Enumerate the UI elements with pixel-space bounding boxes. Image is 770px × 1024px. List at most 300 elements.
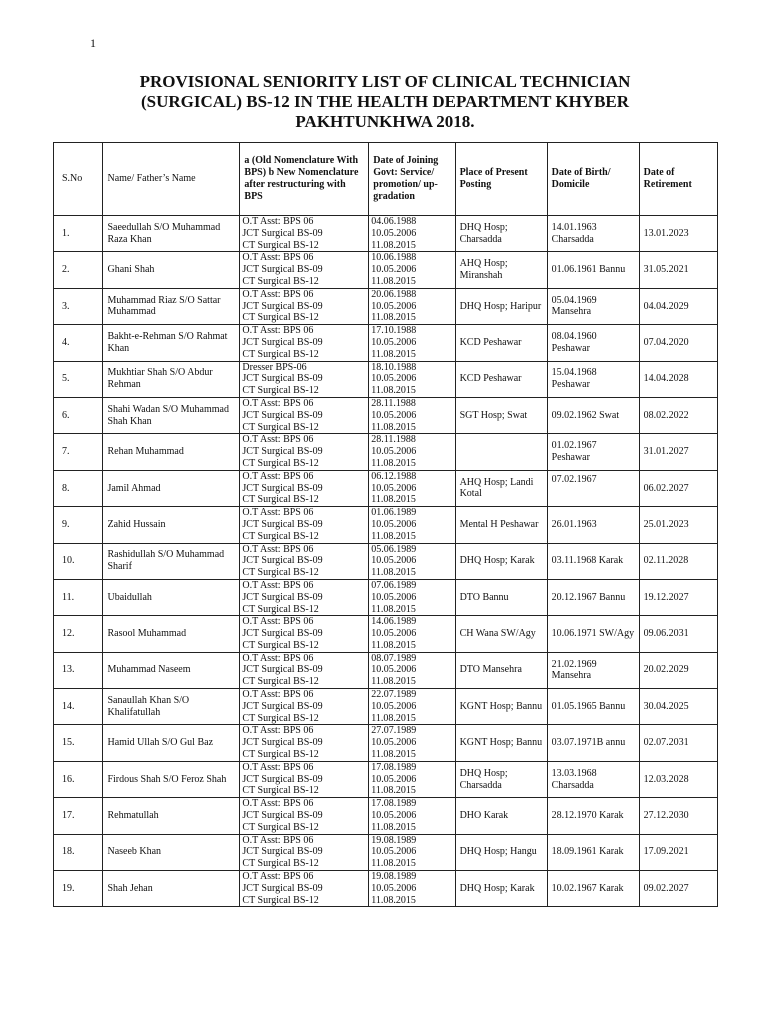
- cell-dob: 03.11.1968 Karak: [547, 543, 639, 579]
- cell-post-ct: CT Surgical BS-12: [242, 239, 319, 251]
- cell-post-ct: CT Surgical BS-12: [242, 712, 319, 724]
- cell-post-jct: JCT Surgical BS-09: [242, 882, 323, 894]
- cell-nomenclature: [240, 689, 369, 725]
- table-row: [54, 434, 718, 470]
- cell-sno: 12.: [54, 616, 103, 652]
- cell-date-3: 11.08.2015: [371, 749, 416, 761]
- cell-name: Shah Jehan: [103, 871, 240, 907]
- cell-place: DHO Karak: [455, 798, 547, 834]
- cell-post-old: O.T Asst: BPS 06: [242, 470, 314, 482]
- cell-date-1: 19.08.1989: [371, 871, 417, 883]
- cell-date-3: 11.08.2015: [371, 312, 416, 324]
- header-nomenclature: [240, 143, 369, 216]
- cell-dob: 14.01.1963 Charsadda: [547, 216, 639, 252]
- cell-dob: 21.02.1969 Mansehra: [547, 652, 639, 688]
- table-row: [54, 507, 718, 543]
- cell-nomenclature: [240, 397, 369, 433]
- cell-dob: 10.06.1971 SW/Agy: [547, 616, 639, 652]
- cell-post-jct: JCT Surgical BS-09: [242, 846, 323, 858]
- cell-nomenclature: [240, 579, 369, 615]
- cell-dob: 01.05.1965 Bannu: [547, 689, 639, 725]
- cell-name: Hamid Ullah S/O Gul Baz: [103, 725, 240, 761]
- cell-name: Rehan Muhammad: [103, 434, 240, 470]
- header-doj-line: up-gradation: [373, 179, 438, 202]
- cell-nomenclature: [240, 361, 369, 397]
- cell-date-3: 11.08.2015: [371, 239, 416, 251]
- cell-date-1: 20.06.1988: [371, 288, 417, 300]
- table-row: [54, 216, 718, 252]
- cell-date-2: 10.05.2006: [371, 773, 417, 785]
- cell-place: CH Wana SW/Agy: [455, 616, 547, 652]
- table-row: [54, 325, 718, 361]
- cell-post-jct: JCT Surgical BS-09: [242, 264, 323, 276]
- cell-sno: 11.: [54, 579, 103, 615]
- cell-dob: 08.04.1960 Peshawar: [547, 325, 639, 361]
- table-row: [54, 652, 718, 688]
- cell-post-ct: CT Surgical BS-12: [242, 858, 319, 870]
- cell-post-ct: CT Surgical BS-12: [242, 894, 319, 906]
- cell-date-2: 10.05.2006: [371, 810, 417, 822]
- cell-date-1: 08.07.1989: [371, 652, 417, 664]
- cell-retirement: 02.11.2028: [639, 543, 717, 579]
- cell-place: DHQ Hosp; Karak: [455, 871, 547, 907]
- cell-date-2: 10.05.2006: [371, 555, 417, 567]
- header-dob-line: Domicile: [551, 179, 590, 190]
- cell-name: Sanaullah Khan S/O Khalifatullah: [103, 689, 240, 725]
- cell-date-2: 10.05.2006: [371, 628, 417, 640]
- header-retirement-line: Retirement: [643, 179, 692, 190]
- cell-name: Bakht-e-Rehman S/O Rahmat Khan: [103, 325, 240, 361]
- cell-post-jct: JCT Surgical BS-09: [242, 300, 323, 312]
- cell-retirement: 07.04.2020: [639, 325, 717, 361]
- cell-dob: 28.12.1970 Karak: [547, 798, 639, 834]
- cell-date-1: 17.08.1989: [371, 761, 417, 773]
- cell-place: DHQ Hosp; Hangu: [455, 834, 547, 870]
- cell-place: DTO Bannu: [455, 579, 547, 615]
- cell-dob: 07.02.1967: [547, 470, 639, 506]
- cell-date-1: 22.07.1989: [371, 689, 417, 701]
- cell-date-of-joining: [369, 507, 455, 543]
- cell-place: AHQ Hosp; Landi Kotal: [455, 470, 547, 506]
- cell-nomenclature: [240, 761, 369, 797]
- header-date-of-birth: [547, 143, 639, 216]
- cell-retirement: 13.01.2023: [639, 216, 717, 252]
- cell-post-jct: JCT Surgical BS-09: [242, 336, 323, 348]
- cell-date-of-joining: [369, 871, 455, 907]
- cell-date-1: 01.06.1989: [371, 507, 417, 519]
- table-row: [54, 397, 718, 433]
- cell-nomenclature: [240, 834, 369, 870]
- cell-post-jct: JCT Surgical BS-09: [242, 737, 323, 749]
- cell-date-3: 11.08.2015: [371, 639, 416, 651]
- cell-date-of-joining: [369, 434, 455, 470]
- header-doj-line: Service/: [400, 167, 435, 179]
- cell-post-jct: JCT Surgical BS-09: [242, 446, 323, 458]
- header-sno: S.No: [54, 143, 103, 216]
- cell-dob: 05.04.1969 Mansehra: [547, 288, 639, 324]
- cell-retirement: 02.07.2031: [639, 725, 717, 761]
- seniority-table: [53, 142, 718, 907]
- cell-name: Firdous Shah S/O Feroz Shah: [103, 761, 240, 797]
- cell-retirement: 08.02.2022: [639, 397, 717, 433]
- cell-dob: 01.06.1961 Bannu: [547, 252, 639, 288]
- cell-dob: 15.04.1968 Peshawar: [547, 361, 639, 397]
- cell-date-2: 10.05.2006: [371, 446, 417, 458]
- cell-date-1: 05.06.1989: [371, 543, 417, 555]
- cell-date-3: 11.08.2015: [371, 821, 416, 833]
- header-nomenclature-line: With BPS): [244, 155, 359, 179]
- header-place-line: Place of: [459, 167, 494, 179]
- cell-post-ct: CT Surgical BS-12: [242, 275, 319, 287]
- table-row: [54, 252, 718, 288]
- cell-nomenclature: [240, 288, 369, 324]
- cell-dob: 03.07.1971B annu: [547, 725, 639, 761]
- cell-date-3: 11.08.2015: [371, 894, 416, 906]
- cell-date-2: 10.05.2006: [371, 700, 417, 712]
- cell-post-old: O.T Asst: BPS 06: [242, 689, 314, 701]
- cell-sno: 5.: [54, 361, 103, 397]
- cell-nomenclature: [240, 652, 369, 688]
- cell-nomenclature: [240, 252, 369, 288]
- cell-date-1: 04.06.1988: [371, 216, 417, 227]
- cell-place: DHQ Hosp; Karak: [455, 543, 547, 579]
- header-doj-line: Joining: [406, 155, 439, 167]
- cell-post-ct: CT Surgical BS-12: [242, 749, 319, 761]
- cell-place: [455, 434, 547, 470]
- cell-post-ct: CT Surgical BS-12: [242, 603, 319, 615]
- cell-post-ct: CT Surgical BS-12: [242, 639, 319, 651]
- cell-sno: 3.: [54, 288, 103, 324]
- cell-post-ct: CT Surgical BS-12: [242, 457, 319, 469]
- cell-place: KCD Peshawar: [455, 325, 547, 361]
- cell-post-jct: JCT Surgical BS-09: [242, 482, 323, 494]
- cell-name: Rasool Muhammad: [103, 616, 240, 652]
- header-place-line: Posting: [459, 179, 492, 190]
- cell-date-3: 11.08.2015: [371, 567, 416, 579]
- table-row: [54, 616, 718, 652]
- cell-name: Muhammad Naseem: [103, 652, 240, 688]
- cell-place: DHQ Hosp; Haripur: [455, 288, 547, 324]
- cell-date-1: 19.08.1989: [371, 834, 417, 846]
- cell-post-old: O.T Asst: BPS 06: [242, 325, 314, 337]
- cell-sno: 9.: [54, 507, 103, 543]
- cell-post-jct: JCT Surgical BS-09: [242, 810, 323, 822]
- cell-post-ct: CT Surgical BS-12: [242, 785, 319, 797]
- cell-date-of-joining: [369, 834, 455, 870]
- cell-date-of-joining: [369, 798, 455, 834]
- cell-date-2: 10.05.2006: [371, 846, 417, 858]
- header-dob-line: Birth/: [584, 167, 611, 179]
- cell-sno: 6.: [54, 397, 103, 433]
- cell-post-old: O.T Asst: BPS 06: [242, 652, 314, 664]
- cell-date-of-joining: [369, 689, 455, 725]
- cell-date-of-joining: [369, 579, 455, 615]
- cell-dob: 01.02.1967 Peshawar: [547, 434, 639, 470]
- cell-post-jct: JCT Surgical BS-09: [242, 518, 323, 530]
- title-line-1: PROVISIONAL SENIORITY LIST OF CLINICAL TECHNICIAN: [139, 72, 631, 91]
- header-nomenclature-line: b New Nomenclature: [268, 167, 359, 179]
- cell-post-old: O.T Asst: BPS 06: [242, 397, 314, 409]
- cell-place: KCD Peshawar: [455, 361, 547, 397]
- cell-date-1: 14.06.1989: [371, 616, 417, 628]
- cell-nomenclature: [240, 216, 369, 252]
- cell-post-old: O.T Asst: BPS 06: [242, 616, 314, 628]
- cell-post-ct: CT Surgical BS-12: [242, 494, 319, 506]
- cell-name: Shahi Wadan S/O Muhammad Shah Khan: [103, 397, 240, 433]
- cell-sno: 17.: [54, 798, 103, 834]
- header-place-line: Present: [495, 167, 528, 179]
- cell-date-of-joining: [369, 361, 455, 397]
- cell-post-ct: CT Surgical BS-12: [242, 312, 319, 324]
- cell-date-1: 10.06.1988: [371, 252, 417, 264]
- cell-dob: 09.02.1962 Swat: [547, 397, 639, 433]
- cell-place: DHQ Hosp; Charsadda: [455, 761, 547, 797]
- cell-date-3: 11.08.2015: [371, 348, 416, 360]
- cell-date-3: 11.08.2015: [371, 603, 416, 615]
- cell-date-1: 06.12.1988: [371, 470, 417, 482]
- cell-nomenclature: [240, 725, 369, 761]
- cell-name: Jamil Ahmad: [103, 470, 240, 506]
- header-name: Name/ Father’s Name: [103, 143, 240, 216]
- cell-retirement: 20.02.2029: [639, 652, 717, 688]
- header-doj-line: promotion/: [373, 179, 421, 190]
- cell-date-2: 10.05.2006: [371, 336, 417, 348]
- cell-post-ct: CT Surgical BS-12: [242, 530, 319, 542]
- cell-post-ct: CT Surgical BS-12: [242, 348, 319, 360]
- cell-date-2: 10.05.2006: [371, 882, 417, 894]
- cell-post-old: O.T Asst: BPS 06: [242, 252, 314, 264]
- cell-date-3: 11.08.2015: [371, 421, 416, 433]
- cell-retirement: 04.04.2029: [639, 288, 717, 324]
- header-doj-line: Govt:: [373, 167, 398, 179]
- cell-date-3: 11.08.2015: [371, 785, 416, 797]
- cell-place: KGNT Hosp; Bannu: [455, 725, 547, 761]
- cell-date-of-joining: [369, 543, 455, 579]
- document-title: [60, 72, 710, 132]
- cell-post-jct: JCT Surgical BS-09: [242, 664, 323, 676]
- cell-name: Ghani Shah: [103, 252, 240, 288]
- cell-date-2: 10.05.2006: [371, 409, 417, 421]
- cell-date-3: 11.08.2015: [371, 275, 416, 287]
- cell-date-of-joining: [369, 652, 455, 688]
- cell-sno: 1.: [54, 216, 103, 252]
- cell-sno: 4.: [54, 325, 103, 361]
- table-row: [54, 725, 718, 761]
- cell-place: SGT Hosp; Swat: [455, 397, 547, 433]
- header-row: [54, 143, 718, 216]
- cell-date-of-joining: [369, 288, 455, 324]
- cell-date-1: 17.08.1989: [371, 798, 417, 810]
- cell-date-of-joining: [369, 470, 455, 506]
- cell-retirement: 09.02.2027: [639, 871, 717, 907]
- cell-place: Mental H Peshawar: [455, 507, 547, 543]
- cell-sno: 2.: [54, 252, 103, 288]
- header-nomenclature-line: after restructuring: [244, 179, 325, 190]
- cell-retirement: 31.01.2027: [639, 434, 717, 470]
- title-line-2: (SURGICAL) BS-12 IN THE HEALTH DEPARTMENT KHYBER: [140, 92, 630, 111]
- cell-post-jct: JCT Surgical BS-09: [242, 700, 323, 712]
- cell-retirement: 06.02.2027: [639, 470, 717, 506]
- cell-place: AHQ Hosp; Miranshah: [455, 252, 547, 288]
- cell-date-3: 11.08.2015: [371, 494, 416, 506]
- cell-post-old: O.T Asst: BPS 06: [242, 579, 314, 591]
- cell-date-2: 10.05.2006: [371, 664, 417, 676]
- cell-name: Naseeb Khan: [103, 834, 240, 870]
- table-row: [54, 834, 718, 870]
- cell-date-of-joining: [369, 252, 455, 288]
- cell-sno: 16.: [54, 761, 103, 797]
- cell-place: DTO Mansehra: [455, 652, 547, 688]
- cell-date-2: 10.05.2006: [371, 518, 417, 530]
- header-nomenclature-line: Nomenclature: [273, 155, 335, 167]
- cell-date-1: 17.10.1988: [371, 325, 417, 337]
- table-row: [54, 798, 718, 834]
- cell-sno: 8.: [54, 470, 103, 506]
- cell-dob: 13.03.1968 Charsadda: [547, 761, 639, 797]
- cell-date-3: 11.08.2015: [371, 457, 416, 469]
- cell-post-jct: JCT Surgical BS-09: [242, 555, 323, 567]
- cell-sno: 14.: [54, 689, 103, 725]
- cell-retirement: 14.04.2028: [639, 361, 717, 397]
- cell-date-2: 10.05.2006: [371, 300, 417, 312]
- cell-date-3: 11.08.2015: [371, 858, 416, 870]
- cell-date-of-joining: [369, 725, 455, 761]
- cell-post-jct: JCT Surgical BS-09: [242, 373, 323, 385]
- cell-retirement: 30.04.2025: [639, 689, 717, 725]
- cell-post-ct: CT Surgical BS-12: [242, 385, 319, 397]
- header-date-of-joining: [369, 143, 455, 216]
- cell-nomenclature: [240, 507, 369, 543]
- cell-date-1: 28.11.1988: [371, 434, 416, 446]
- cell-nomenclature: [240, 798, 369, 834]
- cell-post-ct: CT Surgical BS-12: [242, 567, 319, 579]
- cell-date-2: 10.05.2006: [371, 591, 417, 603]
- cell-date-1: 07.06.1989: [371, 579, 417, 591]
- cell-date-1: 28.11.1988: [371, 397, 416, 409]
- cell-date-1: 18.10.1988: [371, 361, 417, 373]
- cell-name: Muhammad Riaz S/O Sattar Muhammad: [103, 288, 240, 324]
- cell-sno: 10.: [54, 543, 103, 579]
- cell-nomenclature: [240, 470, 369, 506]
- header-retirement-line: Date of: [643, 167, 675, 179]
- cell-nomenclature: [240, 616, 369, 652]
- cell-post-old: O.T Asst: BPS 06: [242, 725, 314, 737]
- cell-name: Ubaidullah: [103, 579, 240, 615]
- cell-post-old: O.T Asst: BPS 06: [242, 434, 314, 446]
- cell-name: Zahid Hussain: [103, 507, 240, 543]
- cell-date-2: 10.05.2006: [371, 373, 417, 385]
- table-row: [54, 470, 718, 506]
- cell-name: Mukhtiar Shah S/O Abdur Rehman: [103, 361, 240, 397]
- cell-post-old: O.T Asst: BPS 06: [242, 543, 314, 555]
- cell-nomenclature: [240, 871, 369, 907]
- cell-date-of-joining: [369, 616, 455, 652]
- cell-post-old: O.T Asst: BPS 06: [242, 507, 314, 519]
- cell-retirement: 19.12.2027: [639, 579, 717, 615]
- cell-name: Saeedullah S/O Muhammad Raza Khan: [103, 216, 240, 252]
- header-dob-line: Date of: [551, 167, 583, 179]
- cell-post-old: O.T Asst: BPS 06: [242, 871, 314, 883]
- cell-sno: 18.: [54, 834, 103, 870]
- cell-post-ct: CT Surgical BS-12: [242, 821, 319, 833]
- cell-post-jct: JCT Surgical BS-09: [242, 591, 323, 603]
- cell-dob: 20.12.1967 Bannu: [547, 579, 639, 615]
- cell-post-jct: JCT Surgical BS-09: [242, 628, 323, 640]
- cell-name: Rashidullah S/O Muhammad Sharif: [103, 543, 240, 579]
- cell-date-3: 11.08.2015: [371, 712, 416, 724]
- cell-post-jct: JCT Surgical BS-09: [242, 409, 323, 421]
- cell-sno: 15.: [54, 725, 103, 761]
- cell-nomenclature: [240, 325, 369, 361]
- table-row: [54, 361, 718, 397]
- cell-sno: 19.: [54, 871, 103, 907]
- cell-retirement: 12.03.2028: [639, 761, 717, 797]
- cell-date-2: 10.05.2006: [371, 482, 417, 494]
- cell-retirement: 27.12.2030: [639, 798, 717, 834]
- cell-date-2: 10.05.2006: [371, 737, 417, 749]
- cell-nomenclature: [240, 543, 369, 579]
- cell-nomenclature: [240, 434, 369, 470]
- cell-date-2: 10.05.2006: [371, 227, 417, 239]
- cell-dob: 10.02.1967 Karak: [547, 871, 639, 907]
- header-date-of-retirement: [639, 143, 717, 216]
- cell-date-of-joining: [369, 325, 455, 361]
- cell-dob: 26.01.1963: [547, 507, 639, 543]
- cell-post-ct: CT Surgical BS-12: [242, 676, 319, 688]
- cell-post-old: Dresser BPS-06: [242, 361, 307, 373]
- table-row: [54, 689, 718, 725]
- cell-date-3: 11.08.2015: [371, 385, 416, 397]
- cell-date-of-joining: [369, 397, 455, 433]
- table-row: [54, 871, 718, 907]
- cell-post-jct: JCT Surgical BS-09: [242, 227, 323, 239]
- header-nomenclature-line: with BPS: [244, 179, 346, 202]
- table-row: [54, 761, 718, 797]
- cell-date-3: 11.08.2015: [371, 530, 416, 542]
- cell-post-jct: JCT Surgical BS-09: [242, 773, 323, 785]
- cell-retirement: 25.01.2023: [639, 507, 717, 543]
- title-line-3: PAKHTUNKHWA 2018.: [295, 112, 475, 131]
- cell-retirement: 09.06.2031: [639, 616, 717, 652]
- cell-post-old: O.T Asst: BPS 06: [242, 288, 314, 300]
- cell-retirement: 31.05.2021: [639, 252, 717, 288]
- table-row: [54, 543, 718, 579]
- cell-post-old: O.T Asst: BPS 06: [242, 761, 314, 773]
- cell-dob: 18.09.1961 Karak: [547, 834, 639, 870]
- cell-post-old: O.T Asst: BPS 06: [242, 834, 314, 846]
- cell-post-old: O.T Asst: BPS 06: [242, 216, 314, 227]
- cell-date-1: 27.07.1989: [371, 725, 417, 737]
- table-body: [54, 216, 718, 907]
- page-number: 1: [90, 36, 96, 50]
- cell-post-ct: CT Surgical BS-12: [242, 421, 319, 433]
- header-place-of-posting: [455, 143, 547, 216]
- cell-sno: 7.: [54, 434, 103, 470]
- header-nomenclature-line: a (Old: [244, 155, 272, 167]
- cell-name: Rehmatullah: [103, 798, 240, 834]
- cell-place: KGNT Hosp; Bannu: [455, 689, 547, 725]
- table-row: [54, 579, 718, 615]
- cell-date-of-joining: [369, 216, 455, 252]
- cell-date-3: 11.08.2015: [371, 676, 416, 688]
- cell-date-2: 10.05.2006: [371, 264, 417, 276]
- cell-place: DHQ Hosp; Charsadda: [455, 216, 547, 252]
- header-doj-line: Date of: [373, 155, 405, 167]
- cell-date-of-joining: [369, 761, 455, 797]
- cell-post-old: O.T Asst: BPS 06: [242, 798, 314, 810]
- cell-sno: 13.: [54, 652, 103, 688]
- cell-retirement: 17.09.2021: [639, 834, 717, 870]
